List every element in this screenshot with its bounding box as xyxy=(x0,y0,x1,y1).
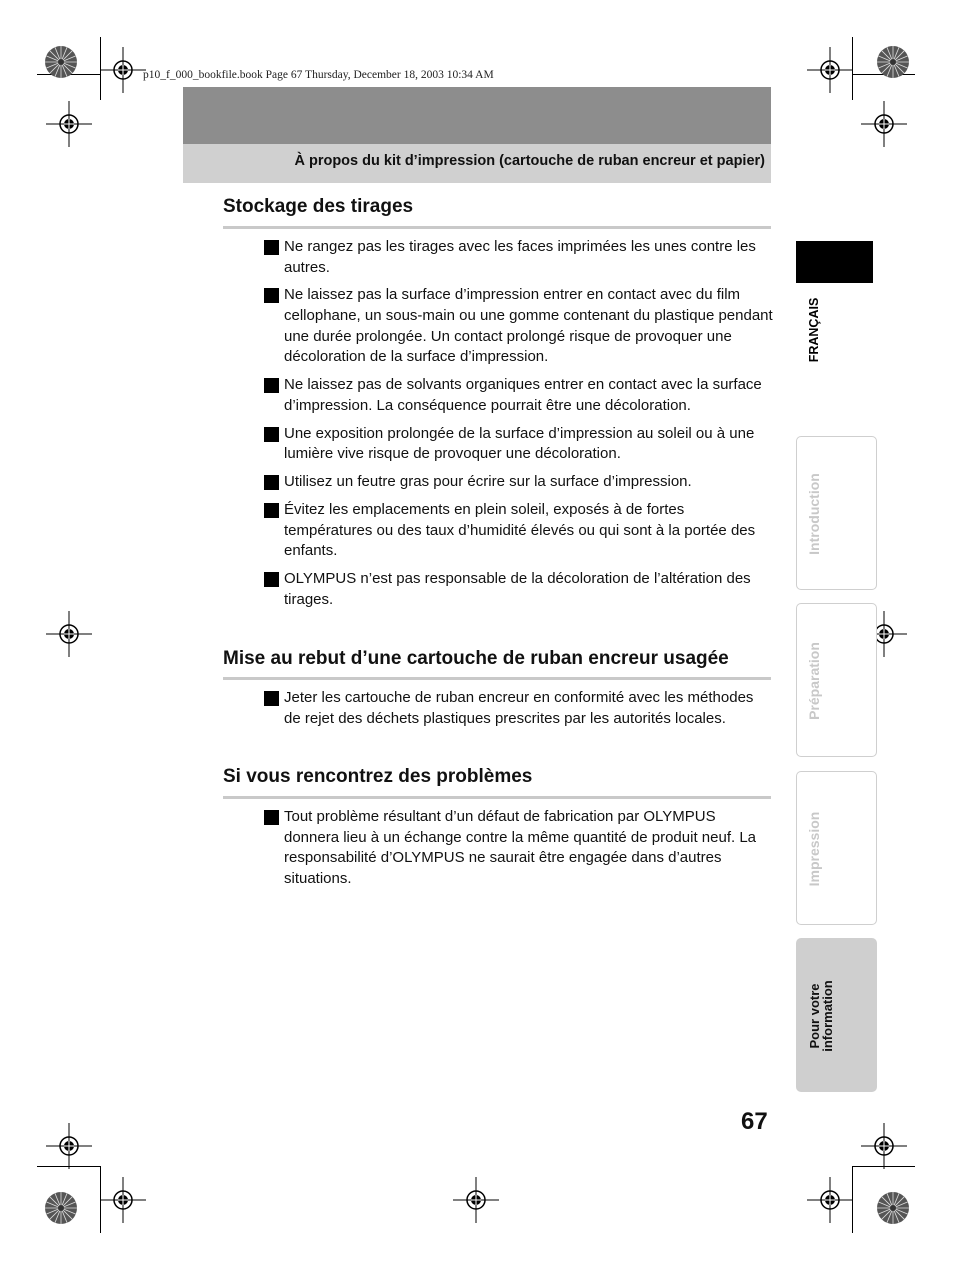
print-file-info: p10_f_000_bookfile.book Page 67 Thursday, December 18, 2003 10:34 AM xyxy=(143,69,494,81)
list-item xyxy=(263,375,773,416)
tab-label-line: information xyxy=(820,980,835,1052)
section-title: Mise au rebut d’une cartouche de ruban encreur usagée xyxy=(223,648,729,669)
tab-label: Impression xyxy=(806,811,822,887)
page-number: 67 xyxy=(741,1108,768,1135)
square-bullet-icon xyxy=(264,810,279,825)
list-item xyxy=(263,424,773,465)
list-item-text: Ne laissez pas la surface d’impression entrer en contact avec du film cellophane, un sous-main ou une gomme contenant du plastique pendant une durée prolongée. Un contact prolongé risque de provoquer une décoloration de la surface d’impression. xyxy=(284,286,773,366)
registration-mark-icon xyxy=(46,611,92,657)
tab-impression[interactable] xyxy=(796,771,877,925)
list-item-text: Ne laissez pas de solvants organiques entrer en contact avec la surface d’impression. La conséquence pourrait être une décoloration. xyxy=(284,376,762,414)
section-title: Stockage des tirages xyxy=(223,196,414,217)
list-item-text: Une exposition prolongée de la surface d’impression au soleil ou à une lumière vive risque de provoquer une décoloration. xyxy=(284,424,755,463)
registration-mark-icon xyxy=(100,47,146,93)
registration-mark-icon xyxy=(46,1123,92,1169)
list-item xyxy=(263,500,773,562)
square-bullet-icon xyxy=(264,572,279,587)
tab-label-line: Pour votre xyxy=(807,983,822,1049)
star-target-icon xyxy=(876,45,910,79)
square-bullet-icon xyxy=(264,378,279,393)
list-item xyxy=(263,688,773,729)
square-bullet-icon xyxy=(264,288,279,303)
list-item-text: Évitez les emplacements en plein soleil, exposés à de fortes températures ou des taux d’humidité élevés ou qui sont à la portée des enfants. xyxy=(284,501,756,560)
list-item xyxy=(263,285,773,367)
list-item xyxy=(263,472,773,493)
star-target-icon xyxy=(44,1191,78,1225)
section-divider xyxy=(223,677,771,680)
square-bullet-icon xyxy=(264,503,279,518)
square-bullet-icon xyxy=(264,475,279,490)
list-item xyxy=(263,807,773,889)
square-bullet-icon xyxy=(264,427,279,442)
registration-mark-icon xyxy=(807,47,853,93)
tab-label: Introduction xyxy=(806,473,822,555)
registration-mark-icon xyxy=(100,1177,146,1223)
header-title-band xyxy=(183,144,771,183)
square-bullet-icon xyxy=(264,691,279,706)
list-item-text: Tout problème résultant d’un défaut de fabrication par OLYMPUS donnera lieu à un échange contre la même quantité de produit neuf. La responsabilité d’OLYMPUS ne saurait être engagée dans d’autres situations. xyxy=(284,808,757,887)
registration-mark-icon xyxy=(861,1123,907,1169)
section-divider xyxy=(223,226,771,229)
registration-mark-icon xyxy=(453,1177,499,1223)
tab-label xyxy=(808,980,834,1052)
list-item-text: Utilisez un feutre gras pour écrire sur la surface d’impression. xyxy=(284,473,692,491)
list-item-text: Jeter les cartouche de ruban encreur en conformité avec les méthodes de rejet des déchets plastiques prescrites par les autorités locales. xyxy=(284,689,754,727)
registration-mark-icon xyxy=(807,1177,853,1223)
registration-mark-icon xyxy=(46,101,92,147)
list-item xyxy=(263,569,773,610)
tab-pour-votre-information[interactable] xyxy=(796,938,877,1092)
language-label: FRANÇAIS xyxy=(807,297,821,363)
star-target-icon xyxy=(876,1191,910,1225)
bullet-list xyxy=(263,237,773,618)
header-band xyxy=(183,87,771,144)
bullet-list xyxy=(263,688,773,736)
tab-introduction[interactable] xyxy=(796,436,877,590)
tab-label: Préparation xyxy=(806,642,822,720)
section-divider xyxy=(223,796,771,799)
bullet-list xyxy=(263,807,773,897)
registration-mark-icon xyxy=(861,101,907,147)
list-item-text: OLYMPUS n’est pas responsable de la décoloration de l’altération des tirages. xyxy=(284,570,751,608)
star-target-icon xyxy=(44,45,78,79)
section-title: Si vous rencontrez des problèmes xyxy=(223,766,533,787)
list-item xyxy=(263,237,773,278)
language-tab-marker xyxy=(796,241,873,283)
page-title: À propos du kit d’impression (cartouche de ruban encreur et papier) xyxy=(294,153,765,169)
square-bullet-icon xyxy=(264,240,279,255)
list-item-text: Ne rangez pas les tirages avec les faces imprimées les unes contre les autres. xyxy=(284,238,756,276)
tab-preparation[interactable] xyxy=(796,603,877,757)
language-label-wrap xyxy=(805,288,823,372)
